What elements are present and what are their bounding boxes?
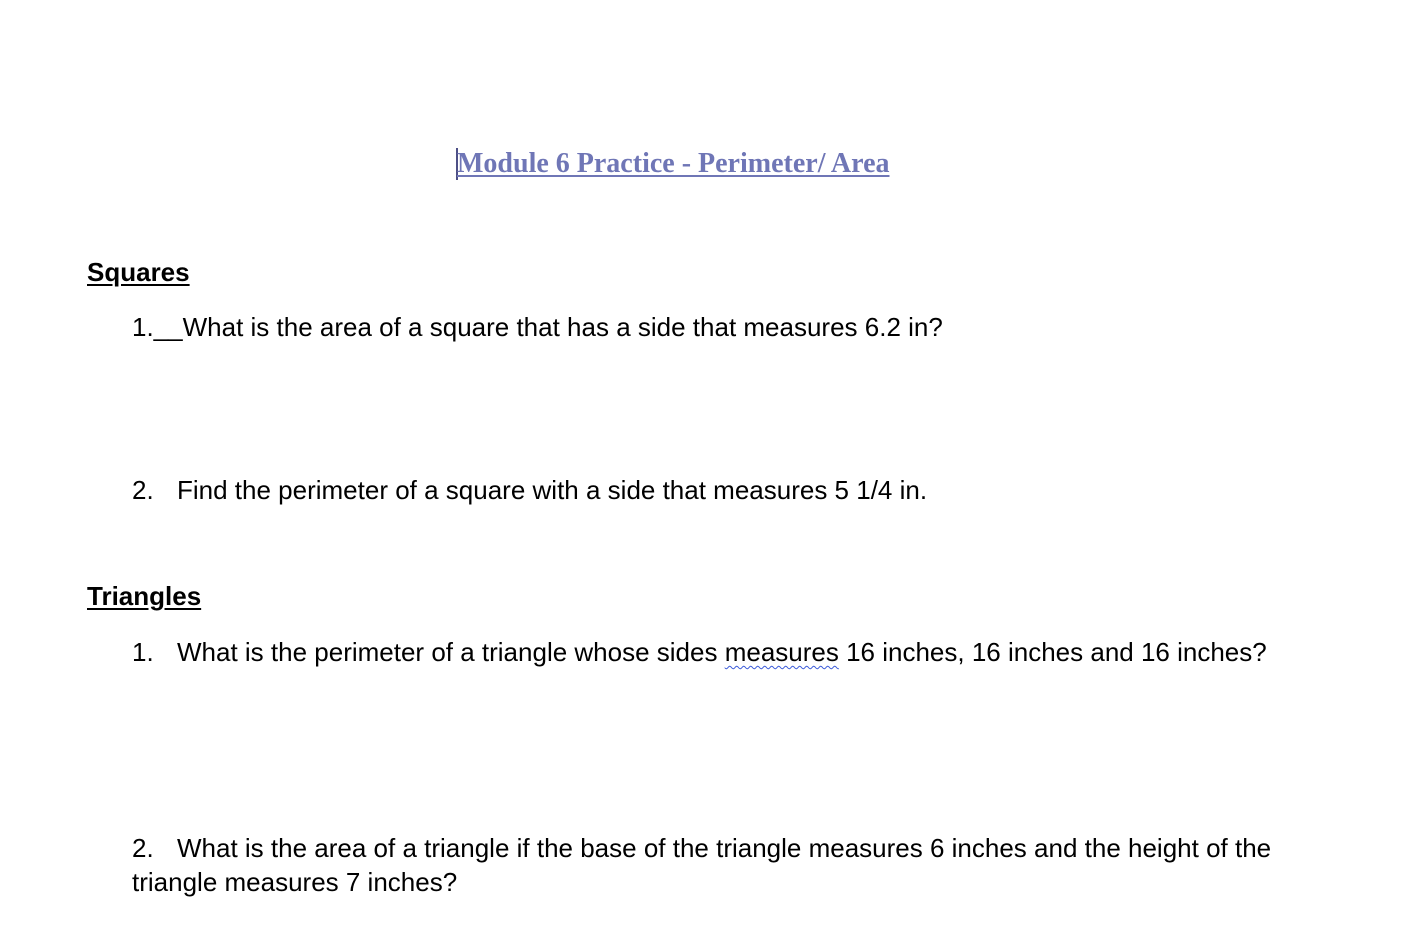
section-heading-triangles: Triangles [87,581,202,611]
question-number: 1. [132,637,154,667]
squares-question-2 [132,473,927,507]
question-number: 1.__ [132,312,183,342]
question-text: What is the area of a square that has a side that measures 6.2 in? [182,312,943,342]
question-number: 2. [132,475,154,505]
section-heading-squares: Squares [87,257,190,287]
question-number: 2. [132,833,154,863]
spelling-flagged-word[interactable]: measures [724,637,839,667]
document-title: Module 6 Practice - Perimeter/ Area [457,148,890,179]
question-text: What is the area of a triangle if the base of the triangle measures 6 inches and the height of the triangle measures 7 inches? [132,833,1272,897]
triangles-question-1 [132,635,1282,669]
triangles-question-2 [132,831,1282,899]
question-text-continued: 16 inches, 16 inches and 16 inches? [838,637,1267,667]
question-text: What is the perimeter of a triangle whose sides [177,637,725,667]
squares-question-1 [132,310,943,344]
question-text: Find the perimeter of a square with a side that measures 5 1/4 in. [177,475,928,505]
